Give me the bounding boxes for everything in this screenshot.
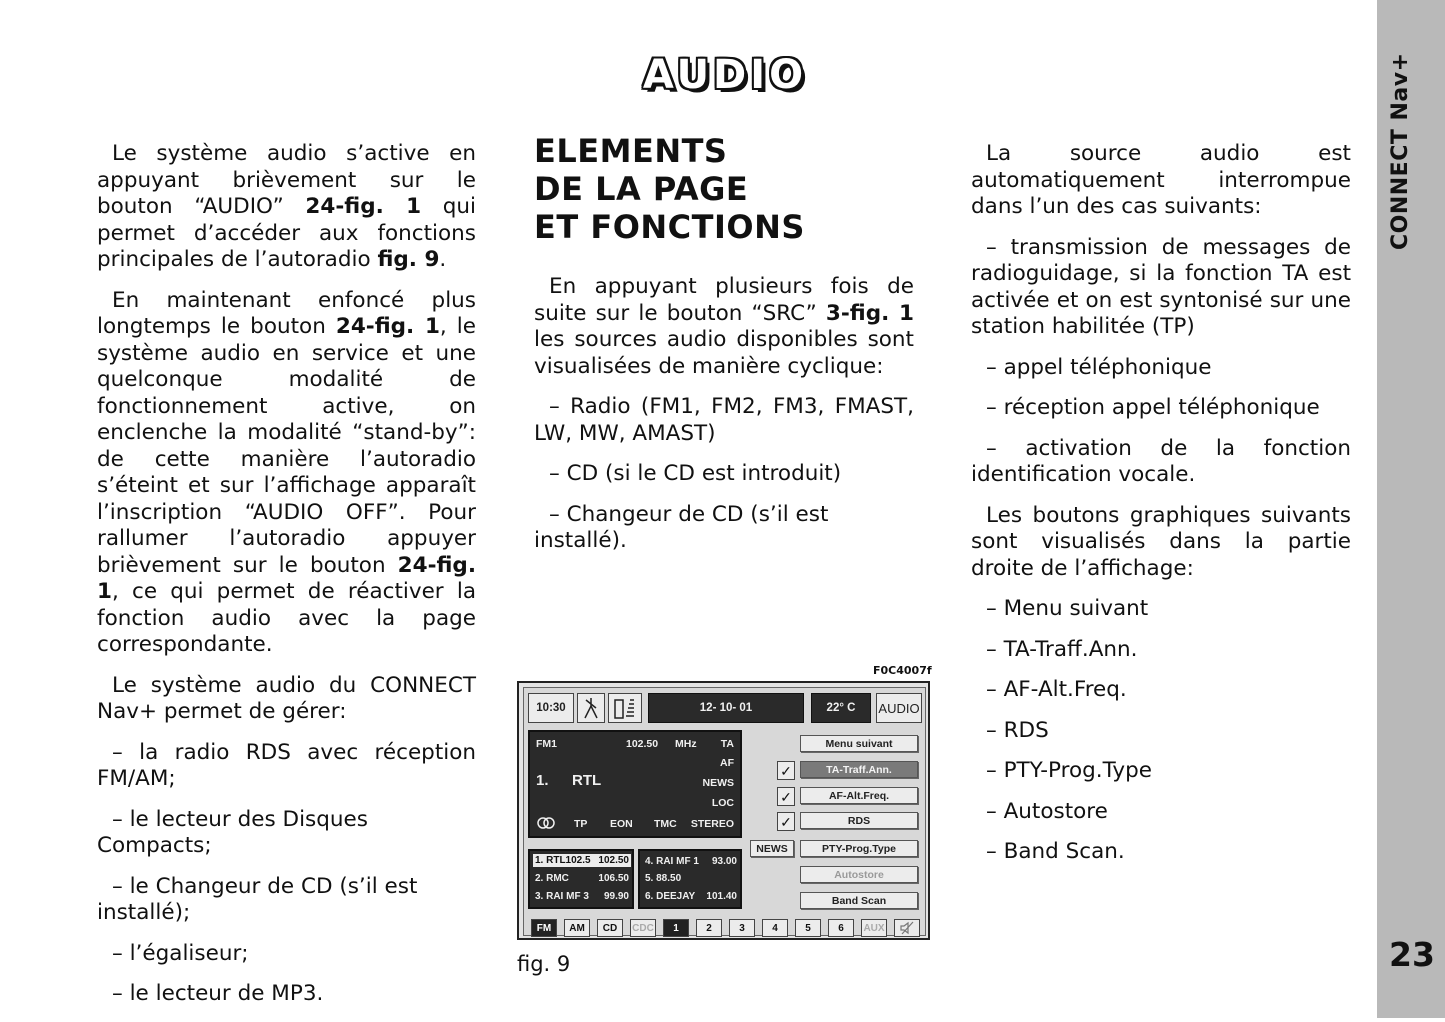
band-label: FM1 xyxy=(536,738,557,750)
preset-name: 4. RAI MF 1 xyxy=(645,856,699,867)
heading-line: DE LA PAGE xyxy=(534,170,749,208)
list-item: – CD (si le CD est introduit) xyxy=(549,461,842,486)
side-title: CONNECT Nav+ xyxy=(1388,52,1413,250)
af-checkbox[interactable]: ✓ xyxy=(777,787,795,806)
figure-reference: fig. 9 xyxy=(377,247,440,272)
station-name: RTL xyxy=(572,772,602,789)
list-item: – appel téléphonique xyxy=(986,354,1212,380)
list-item: – activation de la fonction identification vocale. xyxy=(971,435,1351,487)
flag-news: NEWS xyxy=(702,777,734,789)
column-2 xyxy=(534,274,914,569)
paragraph: – transmission de messages de radioguidage, si la fonction TA est activée et on est syntonisé sur une station habilitée (TP) xyxy=(971,234,1351,339)
menu-suivant-button[interactable]: Menu suivant xyxy=(800,735,918,752)
list-item: – AF-Alt.Freq. xyxy=(986,677,1127,702)
preset-3-button[interactable]: 3 xyxy=(729,919,755,937)
preset-name: 6. DEEJAY xyxy=(645,891,696,902)
source-aux-button[interactable]: AUX xyxy=(861,919,887,937)
preset-1-button[interactable]: 1 xyxy=(663,919,689,937)
presets-panel-right xyxy=(638,849,742,909)
preset-freq: 99.90 xyxy=(603,891,629,902)
paragraph: Le système audio du CONNECT Nav+ permet de gérer: xyxy=(97,672,476,724)
date-display: 12- 10- 01 xyxy=(648,693,804,723)
preset-5-button[interactable]: 5 xyxy=(795,919,821,937)
paragraph: En maintenant enfoncé plus longtemps le bouton 24-fig. 1, le système audio en service et une quelconque modalité de fonctionnement active, on enclenche la modalité “stand-by”: de cette manière l’autoradio s’éteint et sur l’affichage apparaît l’inscription “AUDIO OFF”. Pour rallumer l’autoradio appuyer brièvement sur le bouton 24-fig. 1, ce qui permet de réactiver la fonction audio avec la page correspondante. xyxy=(97,287,477,657)
flag-loc: LOC xyxy=(711,797,734,809)
paragraph: Le système audio s’active en appuyant brièvement sur le bouton “AUDIO” 24-fig. 1 qui permet d’accéder aux fonctions principales de l’autoradio fig. 9. xyxy=(97,141,476,272)
list-item: – Menu suivant xyxy=(986,596,1149,621)
source-cdc-button[interactable]: CDC xyxy=(630,919,656,937)
figure-caption: fig. 9 xyxy=(517,952,571,976)
flag-eon: EON xyxy=(610,818,633,830)
preset-name: 5. 88.50 xyxy=(645,873,682,884)
figure-reference: 24-fig. 1 xyxy=(97,552,476,604)
flag-stereo: STEREO xyxy=(690,818,734,830)
page-title: AUDIO xyxy=(642,52,808,98)
pty-prog-type-button[interactable]: PTY-Prog.Type xyxy=(800,840,918,857)
list-item: – le lecteur des Disques Compacts; xyxy=(97,806,368,858)
list-item: – PTY-Prog.Type xyxy=(986,758,1152,783)
source-fm-button[interactable]: FM xyxy=(531,919,557,937)
flag-tmc: TMC xyxy=(654,818,677,830)
section-heading xyxy=(534,132,914,246)
preset-name: 2. RMC xyxy=(535,873,569,884)
list-item: – Changeur de CD (s’il est installé). xyxy=(534,501,829,553)
paragraph: Les boutons graphiques suivants sont visualisés dans la partie droite de l’affichage: xyxy=(971,502,1351,581)
list-item: – RDS xyxy=(986,717,1049,743)
preset-row[interactable] xyxy=(533,854,631,867)
frequency-unit: MHz xyxy=(675,738,697,750)
paragraph: En appuyant plusieurs fois de suite sur le bouton “SRC” 3-fig. 1 les sources audio disponibles sont visualisées de manière cyclique: xyxy=(534,274,915,379)
paragraph: La source audio est automatiquement interrompue dans l’un des cas suivants: xyxy=(971,141,1351,219)
preset-4-button[interactable]: 4 xyxy=(762,919,788,937)
band-scan-button[interactable]: Band Scan xyxy=(800,892,918,909)
column-3 xyxy=(971,141,1351,880)
preset-row[interactable] xyxy=(535,873,629,884)
source-am-button[interactable]: AM xyxy=(564,919,590,937)
phone-signal-icon xyxy=(608,693,642,723)
preset-2-button[interactable]: 2 xyxy=(696,919,722,937)
preset-freq: 93.00 xyxy=(711,856,737,867)
stereo-icon xyxy=(536,816,556,833)
preset-name: 1. RTL102.5 xyxy=(535,855,591,866)
frequency: 102.50 xyxy=(626,738,659,750)
list-item: – Radio (FM1, FM2, FM3, FMAST, LW, MW, AMAST) xyxy=(534,394,914,446)
column-1 xyxy=(97,141,476,1022)
flag-af: AF xyxy=(720,757,734,769)
preset-row[interactable] xyxy=(535,891,629,902)
antenna-icon xyxy=(577,693,605,723)
audio-button[interactable]: AUDIO xyxy=(876,693,922,723)
list-item: – réception appel téléphonique xyxy=(986,395,1320,420)
flag-tp: TP xyxy=(574,818,588,830)
preset-freq: 101.40 xyxy=(706,891,737,902)
source-cd-button[interactable]: CD xyxy=(597,919,623,937)
preset-row[interactable] xyxy=(645,856,737,867)
news-button[interactable]: NEWS xyxy=(750,840,794,857)
rds-button[interactable]: RDS xyxy=(800,812,918,829)
page-number: 23 xyxy=(1389,935,1435,974)
figure-reference: 24-fig. 1 xyxy=(335,314,440,339)
clock: 10:30 xyxy=(528,693,574,723)
list-item: – le lecteur de MP3. xyxy=(112,981,324,1006)
list-item: – Band Scan. xyxy=(986,839,1125,864)
preset-name: 3. RAI MF 3 xyxy=(535,891,589,902)
figure-reference: 3-fig. 1 xyxy=(825,300,915,326)
presets-panel-left xyxy=(528,849,634,909)
figure-code: F0C4007f xyxy=(873,664,932,677)
paragraph: – la radio RDS avec réception FM/AM; xyxy=(97,739,476,791)
ta-checkbox[interactable]: ✓ xyxy=(777,761,795,780)
radio-screen xyxy=(517,681,930,940)
ta-traff-ann-button[interactable]: TA-Traff.Ann. xyxy=(800,761,918,778)
station-panel xyxy=(528,730,742,838)
af-alt-freq-button[interactable]: AF-Alt.Freq. xyxy=(800,787,918,804)
list-item: – TA-Traff.Ann. xyxy=(986,636,1138,662)
heading-line: ELEMENTS xyxy=(534,132,728,170)
preset-6-button[interactable]: 6 xyxy=(828,919,854,937)
preset-number: 1. xyxy=(536,772,549,789)
preset-freq: 106.50 xyxy=(598,873,629,884)
preset-row[interactable] xyxy=(645,891,737,902)
list-item: – Autostore xyxy=(986,798,1108,824)
mute-icon[interactable] xyxy=(894,919,920,937)
flag-ta: TA xyxy=(720,738,734,750)
preset-row[interactable] xyxy=(645,873,737,884)
figure-reference: 24-fig. 1 xyxy=(305,194,422,219)
list-item: – le Changeur de CD (s’il est installé); xyxy=(97,873,418,925)
list-item: – l’égaliseur; xyxy=(112,940,249,966)
preset-freq: 102.50 xyxy=(598,855,629,866)
autostore-button[interactable]: Autostore xyxy=(800,866,918,883)
heading-line: ET FONCTIONS xyxy=(534,208,805,246)
screen-inner xyxy=(523,687,926,936)
temperature-display: 22° C xyxy=(811,693,871,723)
rds-checkbox[interactable]: ✓ xyxy=(777,812,795,831)
